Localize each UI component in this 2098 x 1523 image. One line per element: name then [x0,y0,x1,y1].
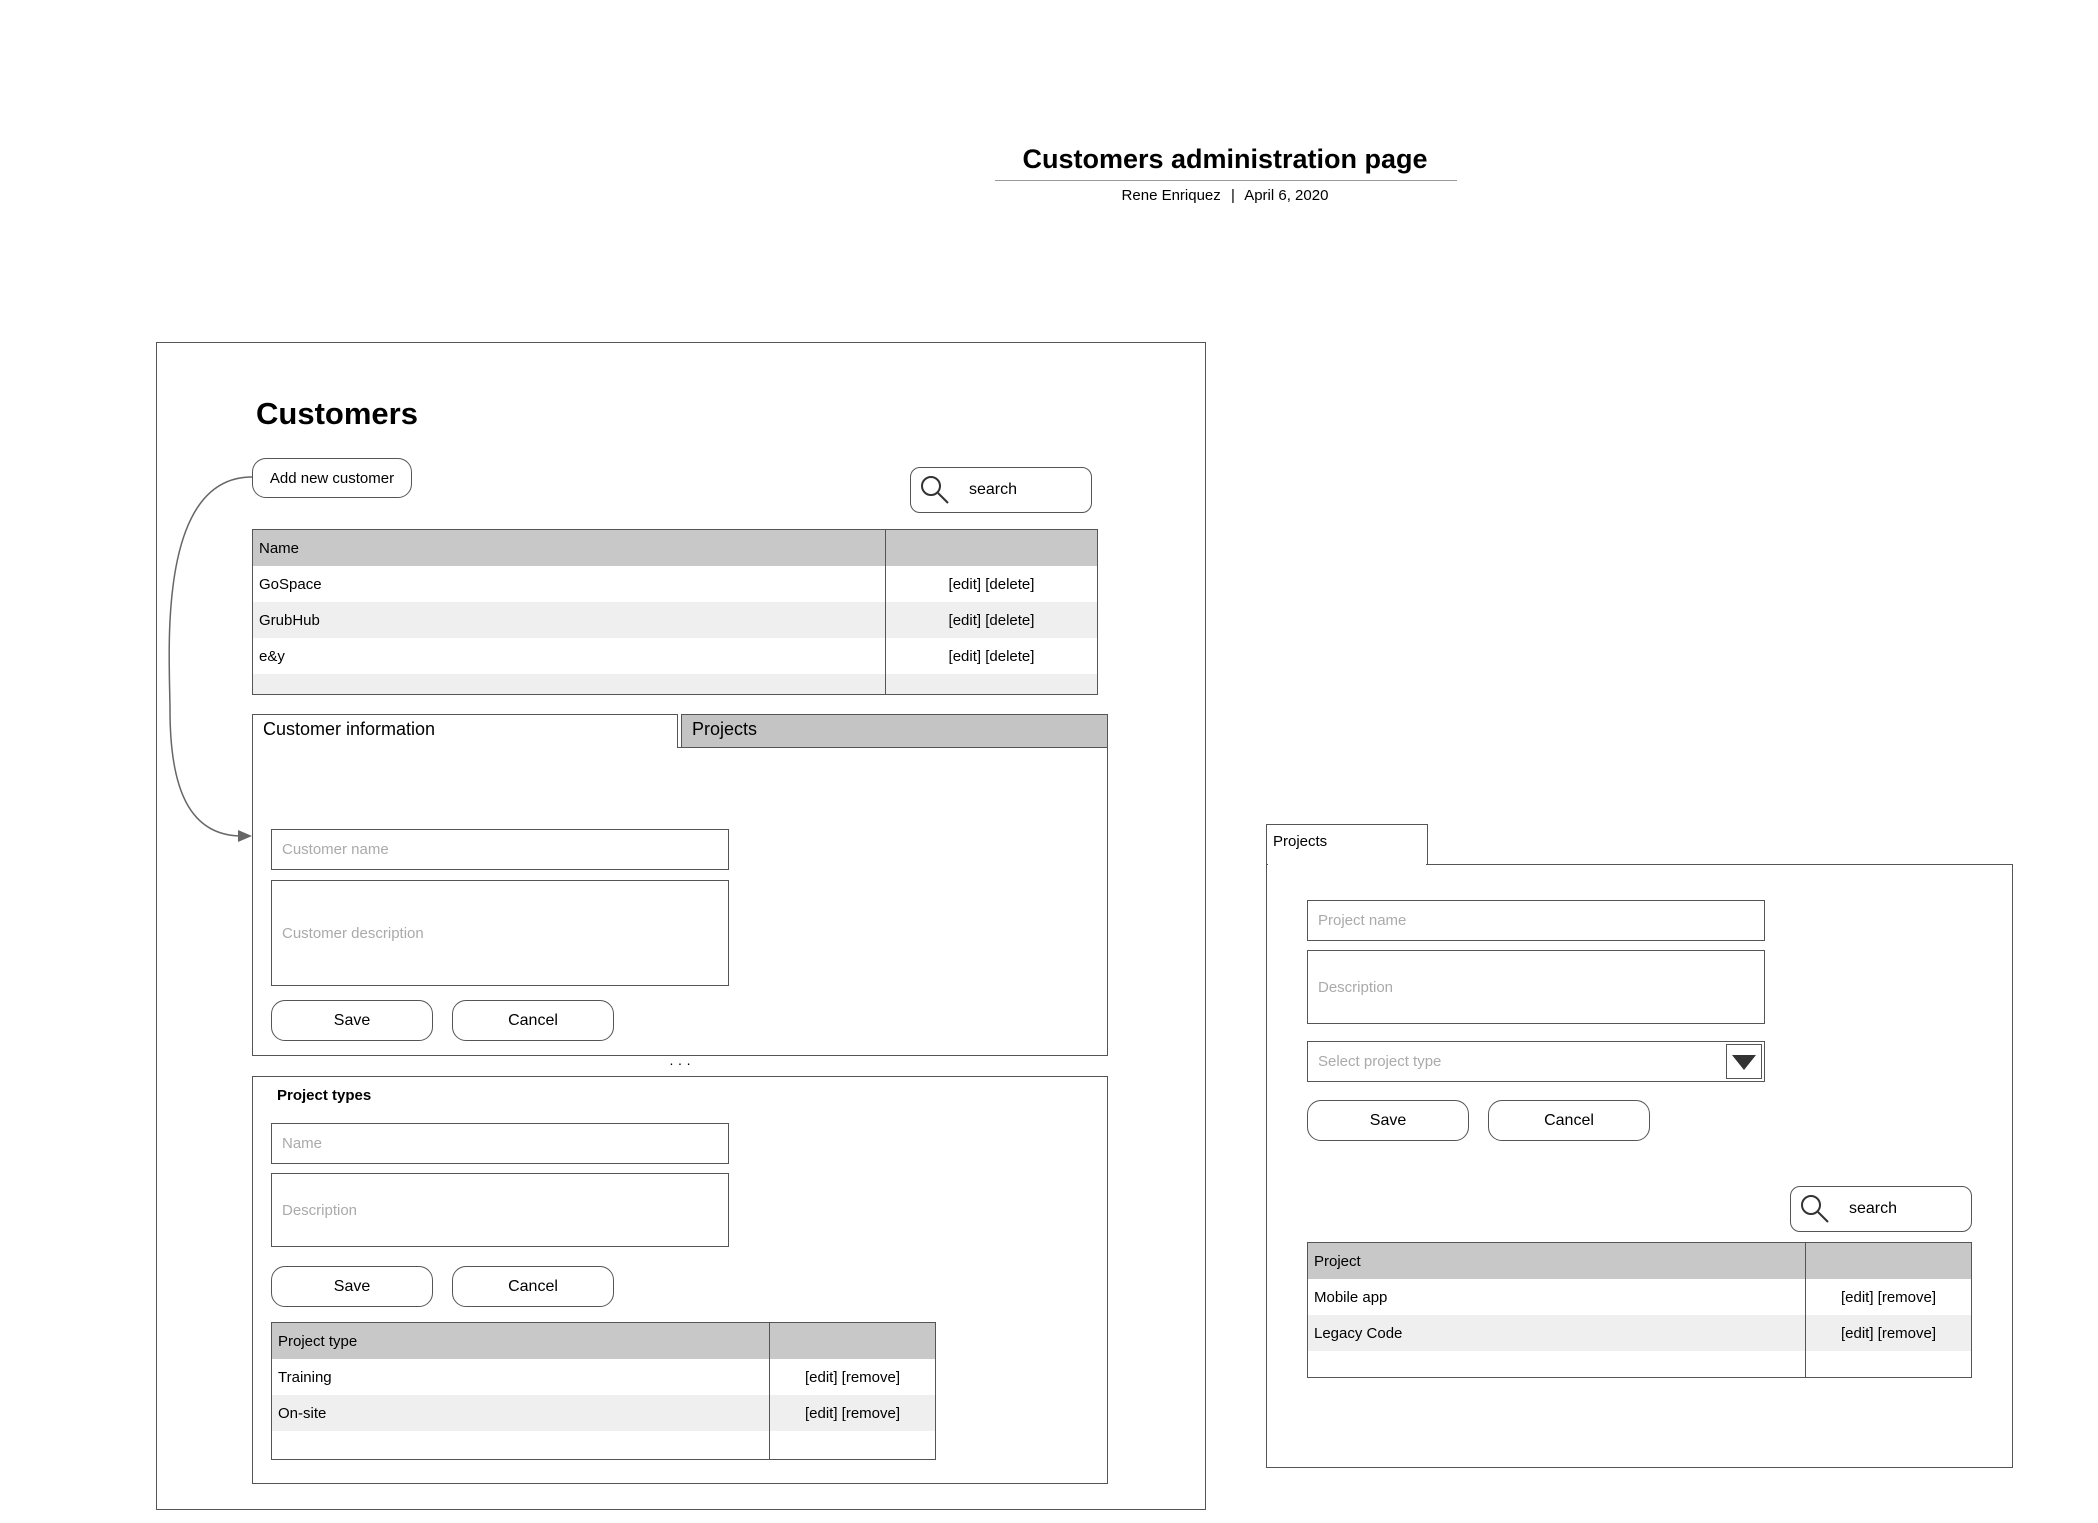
table-header-row [253,530,1098,567]
table-row[interactable] [1308,1279,1972,1315]
tab-content-top-border [678,747,1108,748]
projects-panel-tab[interactable] [1266,824,1428,865]
row-actions[interactable]: [edit] [delete] [886,602,1098,638]
table-row[interactable] [272,1395,936,1431]
project-type-description-input[interactable]: Description [271,1173,729,1247]
customers-table [252,529,1098,695]
column-header-name: Name [253,530,886,567]
customer-name: GrubHub [253,602,886,638]
author: Rene Enriquez [1121,187,1221,204]
customer-name: GoSpace [259,575,322,593]
save-button[interactable]: Save [271,1266,433,1307]
column-header-actions [1806,1243,1972,1280]
panel-splitter[interactable] [252,1055,1108,1077]
customer-name: e&y [259,647,285,665]
flow-connector-arrow [150,460,260,850]
project-description-input[interactable]: Description [1307,950,1765,1024]
search-label: search [969,481,1018,498]
column-header-project: Project [1308,1243,1806,1280]
project-type-select[interactable] [1307,1041,1765,1082]
project-types-table [271,1322,936,1460]
row-actions[interactable]: [edit] [remove] [770,1359,936,1395]
page-subtitle [995,187,1455,207]
column-header-actions [770,1323,936,1360]
cancel-button[interactable]: Cancel [452,1266,614,1307]
projects-panel-tab-gap [1268,863,1426,866]
cancel-button[interactable]: Cancel [452,1000,614,1041]
save-button[interactable]: Save [1307,1100,1469,1141]
row-actions[interactable]: [edit] [delete] [886,566,1098,602]
date: April 6, 2020 [1244,187,1329,204]
table-header-row [1308,1243,1972,1280]
cancel-button[interactable]: Cancel [1488,1100,1650,1141]
search-label: search [1849,1200,1898,1217]
search-icon [919,474,951,506]
table-row[interactable] [253,602,1098,638]
table-row-empty [272,1431,936,1460]
project-name-input[interactable]: Project name [1307,900,1765,941]
tab-customer-information[interactable]: Customer information [252,714,678,748]
save-button[interactable]: Save [271,1000,433,1041]
table-row-empty [1308,1351,1972,1378]
customer-search-box[interactable] [910,467,1092,513]
add-customer-button[interactable]: Add new customer [252,458,412,498]
search-icon [1799,1193,1831,1225]
table-row[interactable] [253,638,1098,674]
project-type-name: Training [278,1368,332,1386]
table-row-empty [253,674,1098,695]
dropdown-triangle [1727,1045,1761,1078]
project-type-name: On-site [272,1395,770,1431]
column-header-project-type: Project type [272,1323,770,1360]
project-name: Mobile app [1314,1288,1388,1306]
table-row[interactable] [253,566,1098,602]
chevron-down-icon[interactable] [1726,1044,1762,1079]
project-type-name-input[interactable]: Name [271,1123,729,1164]
projects-table [1307,1242,1972,1378]
subtitle-separator: | [1230,187,1235,204]
project-types-heading: Project types [277,1087,372,1104]
tab-projects[interactable]: Projects [681,714,1108,748]
project-search-box[interactable] [1790,1186,1972,1232]
row-actions[interactable]: [edit] [delete] [886,638,1098,674]
title-underline [995,180,1457,181]
column-header-actions [886,530,1098,567]
projects-panel-tab-label: Projects [1273,833,1328,850]
table-row[interactable] [272,1359,936,1395]
row-actions[interactable]: [edit] [remove] [770,1395,936,1431]
customer-name-input[interactable]: Customer name [271,829,729,870]
project-type-select-value: Select project type [1318,1053,1442,1070]
row-actions[interactable]: [edit] [remove] [1806,1315,1972,1351]
page-title: Customers administration page [1022,144,1428,174]
customers-heading: Customers [256,396,418,431]
table-header-row [272,1323,936,1360]
row-actions[interactable]: [edit] [remove] [1806,1279,1972,1315]
customer-description-input[interactable]: Customer description [271,880,729,986]
table-row[interactable] [1308,1315,1972,1351]
project-name: Legacy Code [1308,1315,1806,1351]
splitter-handle: · · · [669,1055,691,1071]
